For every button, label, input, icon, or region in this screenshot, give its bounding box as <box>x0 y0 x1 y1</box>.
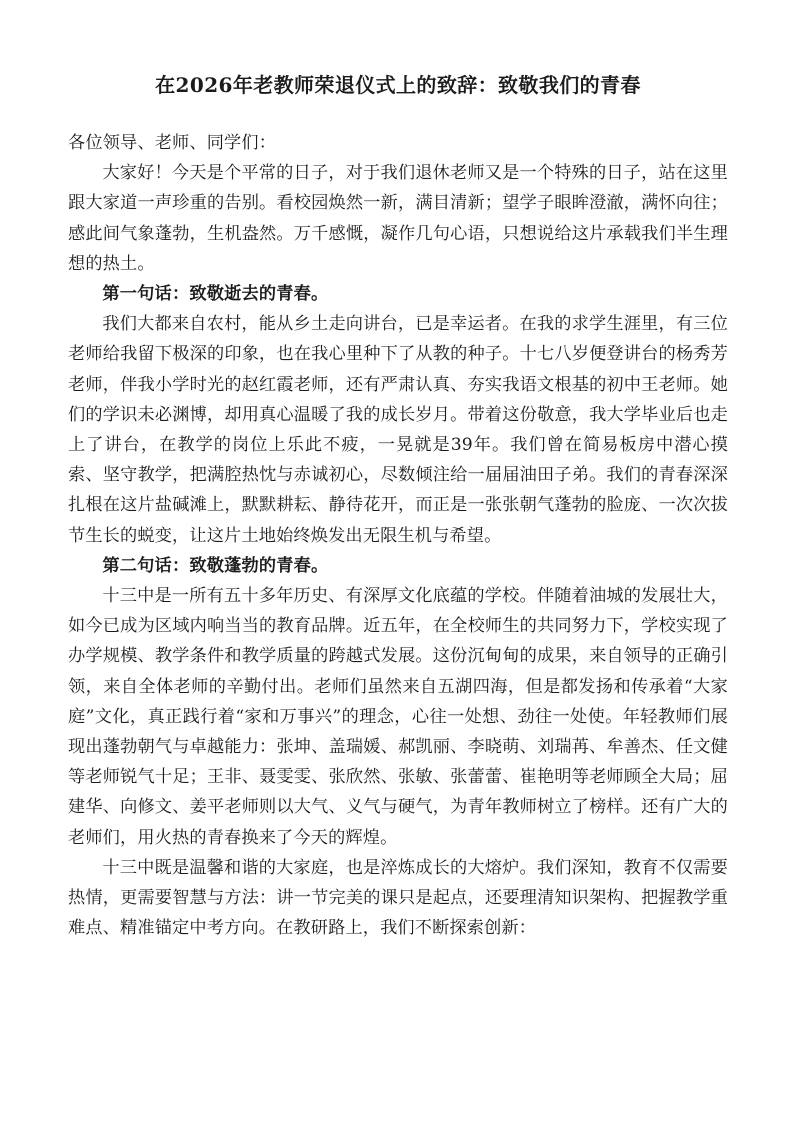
second-section-paragraph-two: 十三中既是温馨和谐的大家庭，也是淬炼成长的大熔炉。我们深知，教育不仅需要热情，更需要智慧与方法：讲一节完美的课只是起点，还要理清知识架构、把握教学重难点、精准锚定中考方向。在教研路上，我们不断探索创新： <box>68 857 728 939</box>
page-title: 在2026年老教师荣退仪式上的致辞：致敬我们的青春 <box>155 73 641 97</box>
subheading-second: 第二句话：致敬蓬勃的青春。 <box>102 555 329 576</box>
page-body <box>68 70 728 943</box>
salutation: 各位领导、老师、同学们： <box>68 133 277 153</box>
opening-paragraph: 大家好！今天是个平常的日子，对于我们退休老师又是一个特殊的日子，站在这里跟大家道一声珍重的告别。看校园焕然一新，满目清新；望学子眼眸澄澈，满怀向往；感此间气象蓬勃，生机盎然。万千感慨，凝作几句心语，只想说给这片承载我们半生理想的热土。 <box>68 163 728 274</box>
second-section-paragraph-one: 十三中是一所有五十多年历史、有深厚文化底蕴的学校。伴随着油城的发展壮大，如今已成为区域内响当当的教育品牌。近五年，在全校师生的共同努力下，学校实现了办学规模、教学条件和教学质量的跨越式发展。这份沉甸甸的成果，来自领导的正确引领，来自全体老师的辛勤付出。老师们虽然来自五湖四海，但是都发扬和传承着“大家庭”文化，真正践行着“家和万事兴”的理念，心往一处想、劲往一处使。年轻教师们展现出蓬勃朝气与卓越能力：张坤、盖瑞媛、郝凯丽、李晓萌、刘瑞苒、牟善杰、任文健等老师锐气十足；王非、聂雯雯、张欣然、张敏、张蕾蕾、崔艳明等老师顾全大局；屈建华、向修文、姜平老师则以大气、义气与硬气，为青年教师树立了榜样。还有广大的老师们，用火热的青春换来了今天的辉煌。 <box>68 586 728 848</box>
first-section-paragraph: 我们大都来自农村，能从乡土走向讲台，已是幸运者。在我的求学生涯里，有三位老师给我留下极深的印象，也在我心里种下了从教的种子。十七八岁便登讲台的杨秀芳老师，伴我小学时光的赵红霞老师，还有严肃认真、夯实我语文根基的初中王老师。她们的学识未必渊博，却用真心温暖了我的成长岁月。带着这份敬意，我大学毕业后也走上了讲台，在教学的岗位上乐此不疲，一晃就是39年。我们曾在简易板房中潜心摸索、坚守教学，把满腔热忱与赤诚初心，尽数倾注给一届届油田子弟。我们的青春深深扎根在这片盐碱滩上，默默耕耘、静待花开，而正是一张张朝气蓬勃的脸庞、一次次拔节生长的蜕变，让这片土地始终焕发出无限生机与希望。 <box>68 314 728 546</box>
document-body <box>68 128 728 943</box>
subheading-first: 第一句话：致敬逝去的青春。 <box>102 284 329 305</box>
